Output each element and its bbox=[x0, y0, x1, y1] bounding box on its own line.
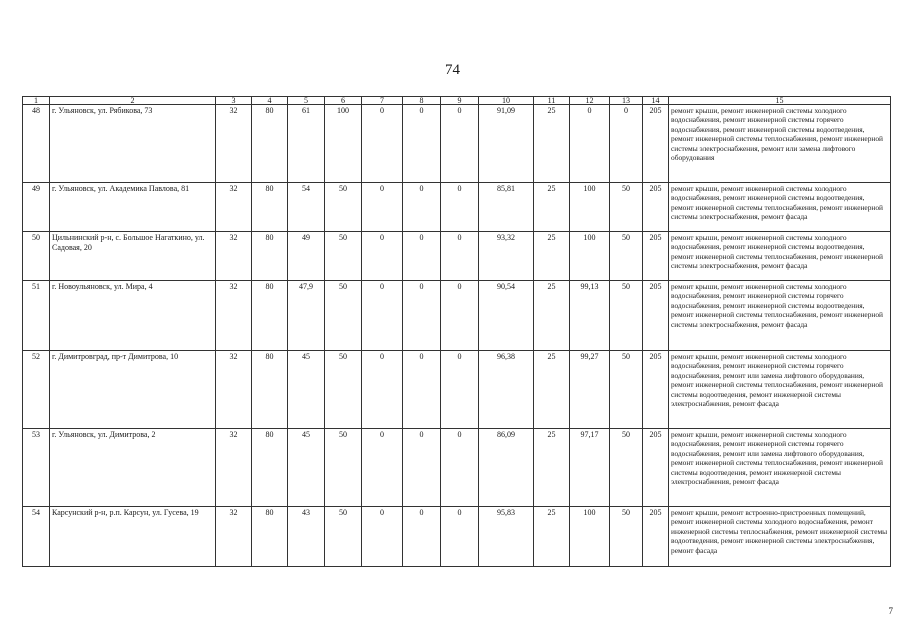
value-cell: 93,32 bbox=[479, 232, 534, 281]
value-cell: 50 bbox=[325, 183, 362, 232]
value-cell: 45 bbox=[288, 351, 325, 429]
address-cell: г. Димитровград, пр-т Димитрова, 10 bbox=[50, 351, 216, 429]
value-cell: 0 bbox=[403, 105, 441, 183]
value-cell: 100 bbox=[570, 507, 610, 567]
value-cell: 205 bbox=[643, 232, 669, 281]
value-cell: 0 bbox=[362, 351, 403, 429]
address-cell: Карсунский р-н, р.п. Карсун, ул. Гусева, 19 bbox=[50, 507, 216, 567]
value-cell: 32 bbox=[216, 351, 252, 429]
table-row bbox=[23, 105, 891, 183]
value-cell: 85,81 bbox=[479, 183, 534, 232]
value-cell: 50 bbox=[325, 232, 362, 281]
value-cell: 61 bbox=[288, 105, 325, 183]
page-mark: 7 bbox=[888, 606, 893, 616]
value-cell: 25 bbox=[534, 232, 570, 281]
value-cell: 205 bbox=[643, 281, 669, 351]
value-cell: 99,13 bbox=[570, 281, 610, 351]
value-cell: 96,38 bbox=[479, 351, 534, 429]
value-cell: 97,17 bbox=[570, 429, 610, 507]
value-cell: 32 bbox=[216, 281, 252, 351]
value-cell: 80 bbox=[252, 232, 288, 281]
value-cell: 25 bbox=[534, 507, 570, 567]
value-cell: 0 bbox=[441, 281, 479, 351]
column-header: 1 bbox=[23, 97, 50, 105]
value-cell: 91,09 bbox=[479, 105, 534, 183]
column-header: 10 bbox=[479, 97, 534, 105]
column-header: 6 bbox=[325, 97, 362, 105]
column-header: 4 bbox=[252, 97, 288, 105]
value-cell: 0 bbox=[403, 351, 441, 429]
value-cell: 32 bbox=[216, 232, 252, 281]
value-cell: 50 bbox=[610, 281, 643, 351]
works-cell: ремонт крыши, ремонт инженерной системы холодного водоснабжения, ремонт инженерной системы горячего водоснабжения, ремонт или замена лифтового оборудования, ремонт инженерной системы теплоснабжения, ремонт инженерной системы водоотведения, ремонт инженерной системы электроснабжения, ремонт фасада bbox=[669, 429, 891, 507]
value-cell: 25 bbox=[534, 351, 570, 429]
value-cell: 0 bbox=[403, 507, 441, 567]
value-cell: 90,54 bbox=[479, 281, 534, 351]
value-cell: 0 bbox=[441, 232, 479, 281]
column-header: 2 bbox=[50, 97, 216, 105]
value-cell: 54 bbox=[288, 183, 325, 232]
row-number-cell: 54 bbox=[23, 507, 50, 567]
address-cell: Цильнинский р-н, с. Большое Нагаткино, ул. Садовая, 20 bbox=[50, 232, 216, 281]
table-row bbox=[23, 507, 891, 567]
column-header: 15 bbox=[669, 97, 891, 105]
value-cell: 205 bbox=[643, 105, 669, 183]
value-cell: 50 bbox=[325, 429, 362, 507]
row-number-cell: 51 bbox=[23, 281, 50, 351]
value-cell: 25 bbox=[534, 105, 570, 183]
value-cell: 43 bbox=[288, 507, 325, 567]
works-cell: ремонт крыши, ремонт инженерной системы холодного водоснабжения, ремонт инженерной системы горячего водоснабжения, ремонт или замена лифтового оборудования, ремонт инженерной системы теплоснабжения, ремонт инженерной системы водоотведения, ремонт инженерной системы электроснабжения, ремонт фасада bbox=[669, 351, 891, 429]
value-cell: 0 bbox=[362, 105, 403, 183]
works-table bbox=[22, 96, 891, 567]
value-cell: 25 bbox=[534, 281, 570, 351]
column-header: 11 bbox=[534, 97, 570, 105]
value-cell: 0 bbox=[403, 232, 441, 281]
value-cell: 0 bbox=[362, 429, 403, 507]
value-cell: 50 bbox=[325, 507, 362, 567]
table-row bbox=[23, 351, 891, 429]
address-cell: г. Ульяновск, ул. Рябикова, 73 bbox=[50, 105, 216, 183]
value-cell: 50 bbox=[610, 429, 643, 507]
value-cell: 32 bbox=[216, 183, 252, 232]
value-cell: 205 bbox=[643, 183, 669, 232]
works-cell: ремонт крыши, ремонт инженерной системы холодного водоснабжения, ремонт инженерной системы горячего водоснабжения, ремонт инженерной системы водоотведения, ремонт инженерной системы теплоснабжения, ремонт инженерной системы электроснабжения, ремонт фасада bbox=[669, 281, 891, 351]
row-number-cell: 49 bbox=[23, 183, 50, 232]
table-row bbox=[23, 429, 891, 507]
value-cell: 25 bbox=[534, 183, 570, 232]
value-cell: 50 bbox=[610, 351, 643, 429]
value-cell: 32 bbox=[216, 105, 252, 183]
column-header: 12 bbox=[570, 97, 610, 105]
value-cell: 205 bbox=[643, 507, 669, 567]
address-cell: г. Ульяновск, ул. Димитрова, 2 bbox=[50, 429, 216, 507]
column-header: 13 bbox=[610, 97, 643, 105]
column-header: 3 bbox=[216, 97, 252, 105]
table-row bbox=[23, 232, 891, 281]
value-cell: 100 bbox=[570, 232, 610, 281]
column-header: 8 bbox=[403, 97, 441, 105]
value-cell: 0 bbox=[403, 429, 441, 507]
value-cell: 32 bbox=[216, 429, 252, 507]
value-cell: 32 bbox=[216, 507, 252, 567]
value-cell: 0 bbox=[441, 429, 479, 507]
value-cell: 95,83 bbox=[479, 507, 534, 567]
value-cell: 50 bbox=[610, 507, 643, 567]
value-cell: 0 bbox=[362, 507, 403, 567]
value-cell: 80 bbox=[252, 105, 288, 183]
column-header: 7 bbox=[362, 97, 403, 105]
value-cell: 80 bbox=[252, 183, 288, 232]
value-cell: 80 bbox=[252, 351, 288, 429]
value-cell: 0 bbox=[441, 351, 479, 429]
table-row bbox=[23, 183, 891, 232]
works-cell: ремонт крыши, ремонт инженерной системы холодного водоснабжения, ремонт инженерной системы водоотведения, ремонт инженерной системы теплоснабжения, ремонт инженерной системы электроснабжения, ремонт фасада bbox=[669, 183, 891, 232]
column-header: 14 bbox=[643, 97, 669, 105]
value-cell: 205 bbox=[643, 429, 669, 507]
address-cell: г. Новоульяновск, ул. Мира, 4 bbox=[50, 281, 216, 351]
value-cell: 0 bbox=[441, 507, 479, 567]
value-cell: 0 bbox=[403, 183, 441, 232]
value-cell: 50 bbox=[325, 351, 362, 429]
table-body bbox=[23, 105, 891, 567]
row-number-cell: 50 bbox=[23, 232, 50, 281]
value-cell: 86,09 bbox=[479, 429, 534, 507]
value-cell: 0 bbox=[362, 281, 403, 351]
value-cell: 100 bbox=[325, 105, 362, 183]
works-cell: ремонт крыши, ремонт инженерной системы холодного водоснабжения, ремонт инженерной системы горячего водоснабжения, ремонт инженерной системы водоотведения, ремонт инженерной системы теплоснабжения, ремонт инженерной системы электроснабжения, ремонт или замена лифтового оборудования bbox=[669, 105, 891, 183]
page-number: 74 bbox=[445, 62, 460, 78]
value-cell: 0 bbox=[362, 183, 403, 232]
column-header: 5 bbox=[288, 97, 325, 105]
works-cell: ремонт крыши, ремонт встроенно-пристроенных помещений, ремонт инженерной системы холодного водоснабжения, ремонт инженерной системы теплоснабжения, ремонт инженерной системы водоотведения, ремонт инженерной системы электроснабжения, ремонт фасада bbox=[669, 507, 891, 567]
value-cell: 50 bbox=[610, 232, 643, 281]
value-cell: 0 bbox=[403, 281, 441, 351]
value-cell: 80 bbox=[252, 429, 288, 507]
value-cell: 49 bbox=[288, 232, 325, 281]
value-cell: 0 bbox=[362, 232, 403, 281]
value-cell: 0 bbox=[610, 105, 643, 183]
value-cell: 205 bbox=[643, 351, 669, 429]
works-cell: ремонт крыши, ремонт инженерной системы холодного водоснабжения, ремонт инженерной системы водоотведения, ремонт инженерной системы теплоснабжения, ремонт инженерной системы электроснабжения, ремонт фасада bbox=[669, 232, 891, 281]
value-cell: 0 bbox=[570, 105, 610, 183]
value-cell: 0 bbox=[441, 105, 479, 183]
value-cell: 0 bbox=[441, 183, 479, 232]
value-cell: 80 bbox=[252, 281, 288, 351]
value-cell: 99,27 bbox=[570, 351, 610, 429]
header-row bbox=[23, 97, 891, 105]
value-cell: 47,9 bbox=[288, 281, 325, 351]
table-row bbox=[23, 281, 891, 351]
value-cell: 80 bbox=[252, 507, 288, 567]
address-cell: г. Ульяновск, ул. Академика Павлова, 81 bbox=[50, 183, 216, 232]
value-cell: 50 bbox=[610, 183, 643, 232]
row-number-cell: 48 bbox=[23, 105, 50, 183]
value-cell: 100 bbox=[570, 183, 610, 232]
value-cell: 50 bbox=[325, 281, 362, 351]
row-number-cell: 53 bbox=[23, 429, 50, 507]
row-number-cell: 52 bbox=[23, 351, 50, 429]
value-cell: 45 bbox=[288, 429, 325, 507]
column-header: 9 bbox=[441, 97, 479, 105]
value-cell: 25 bbox=[534, 429, 570, 507]
